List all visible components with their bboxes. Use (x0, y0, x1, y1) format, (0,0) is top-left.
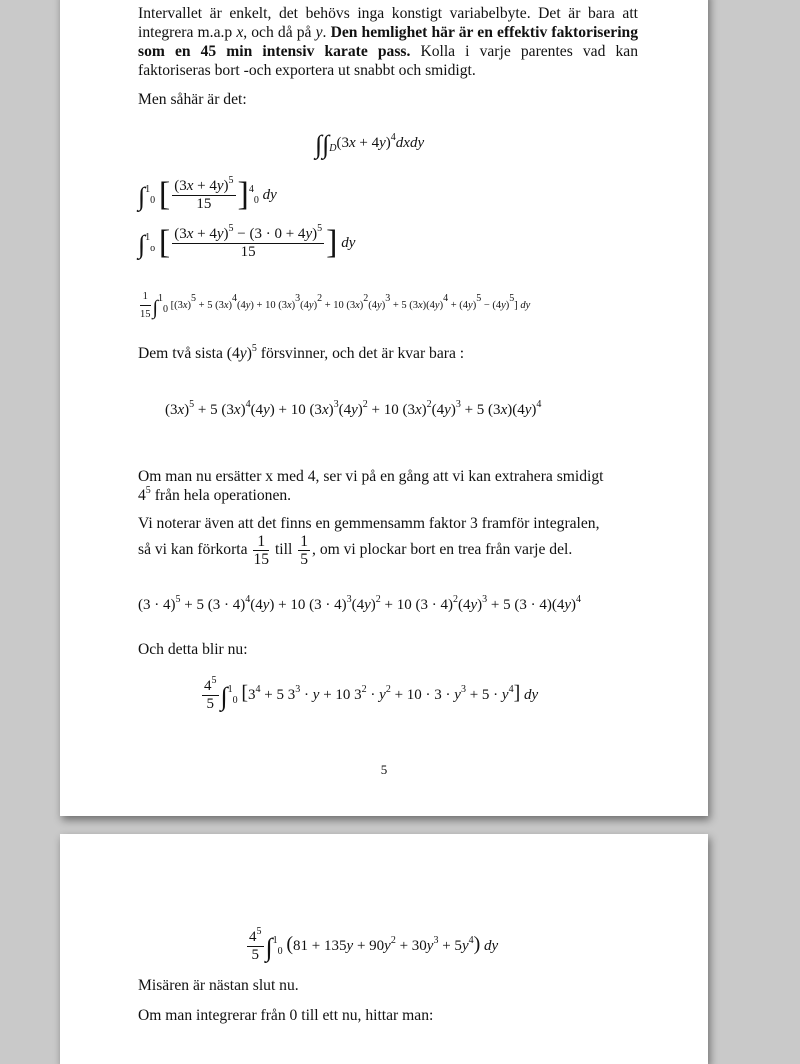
var-x: x (236, 24, 244, 41)
equation-double-integral: $\int\int_D(3x$ + $4y)^4dxdy$ (315, 130, 425, 159)
noterar-b: så vi kan förkorta (138, 541, 248, 559)
paragraph-dem-tva: Dem två sista $(4y)^5$ försvinner, och det är kvar bara : (138, 343, 465, 362)
intro-mid: , och då på (243, 24, 316, 41)
document-page-6 (60, 834, 708, 1064)
ersatter-line2: från hela operationen. (150, 487, 292, 504)
equation-substituted: $(3 \cdot 4)^5 + 5$ $(3 \cdot 4)^4(4y) + 10$ $(3 \cdot 4)^3(4y)^2 + 10$ $(3 \cdot 4)^2(4y)^3 + 5$ $(3 \cdot 4)(4y)^4$ (138, 594, 581, 613)
intro-tail: Kolla i varje parentes vad kan faktoriseras bort -och exportera ut snabbt och smidigt. (138, 43, 638, 79)
intro-text: Intervallet är enkelt, det behövs inga konstigt variabelbyte. Det är bara att integrera m.a.p (138, 5, 638, 41)
equation-binomial-expansion: $\frac{1}{15}$ ∫$^1_0$ [$(3x)^5 + 5$ $(3x)^4(4y) + 10$ $(3x)^3(4y)^2 + 10$ $(3x)^2(4y)^3 + 5$ $(3x)(4y)^4 + (4y)^5 - (4y)^5$] dy (138, 288, 530, 323)
ersatter-text: Om man nu ersätter x med 4, ser vi på en gång att vi kan extrahera smidigt (138, 468, 604, 485)
equation-numeric-integral: $\frac{4^5}{5}$ ∫$^1_0$ $(81 + 135y + 90y^2 + 30y^3 + 5y^4)$ dy (249, 926, 499, 963)
paragraph-integrerar: Om man integrerar från 0 till ett nu, hittar man: (138, 1007, 434, 1024)
equation-integral-step1: ∫$^1_0$ [ $\frac{(3x + 4y)^5}{15}$ ]$^4_0$ dy (138, 175, 277, 213)
intro-bold: Den hemlighet här är en effektiv faktorisering som en 45 min intensiv karate pass. (138, 24, 638, 60)
noterar-text: Vi noterar även att det finns en gemmensamm faktor 3 framför integralen, (138, 515, 600, 532)
paragraph-och-detta: Och detta blir nu: (138, 641, 248, 658)
var-y: y (315, 24, 323, 41)
paragraph-men-sahar: Men såhär är det: (138, 91, 247, 108)
paragraph-intro (138, 4, 638, 80)
noterar-d: , om vi plockar bort en trea från varje del. (312, 541, 573, 559)
paragraph-noterar: Vi noterar även att det finns en gemmensamm faktor 3 framför integralen, så vi kan förkorta $\frac{1}{15}$ till $\frac{1}{5}$ , om vi plockar bort en trea från varje del. (138, 515, 600, 568)
paragraph-ersatter: Om man nu ersätter x med 4, ser vi på en gång att vi kan extrahera smidigt $4^5$ från hela operationen. (138, 468, 604, 504)
equation-factored-integral: $\frac{4^5}{5}$ ∫$^1_0$ [$3^4 + 5$ $3^3 \cdot y + 10$ $3^2 \cdot y^2 + 10 \cdot 3 \cdot y^3 + 5 \cdot y^4$] dy (204, 675, 539, 712)
document-page-5 (60, 0, 708, 816)
equation-integral-step2: ∫$^1_o$ [ $\frac{(3x + 4y)^5 - (3 \cdot 0 + 4y)^5}{15}$ ] dy (138, 223, 356, 261)
intro-end: . (322, 24, 331, 41)
page-number: 5 (380, 762, 388, 777)
paragraph-misaren: Misären är nästan slut nu. (138, 977, 299, 994)
dem-tva-text: Dem två sista (138, 345, 227, 362)
noterar-c: till (274, 541, 293, 559)
dem-tva-tail: försvinner, och det är kvar bara : (256, 345, 465, 362)
equation-remaining-terms: $(3x)^5 + 5$ $(3x)^4(4y) + 10$ $(3x)^3(4y)^2 + 10$ $(3x)^2(4y)^3 + 5$ $(3x)(4y)^4$ (165, 399, 542, 418)
